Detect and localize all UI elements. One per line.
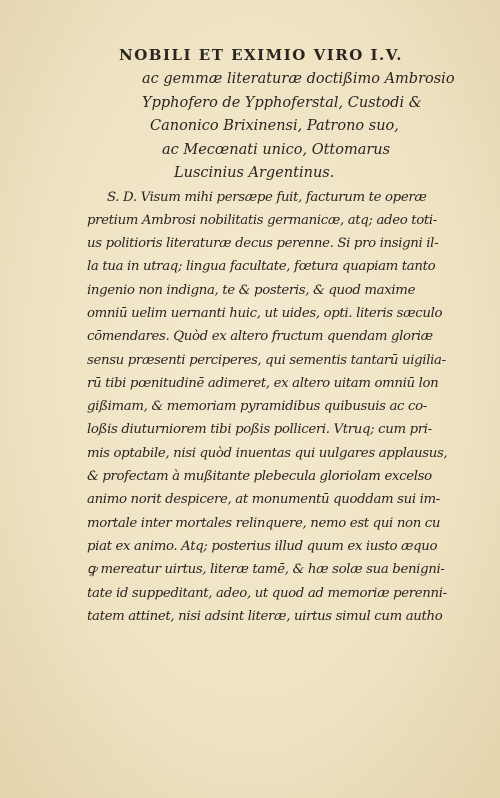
text-block [87,42,482,628]
body-line: piat ex animo. Atq; posterius illud quum ex iusto æquo [87,538,438,554]
body-line: tate id suppeditant, adeo, ut quod ad memoriæ perenni- [87,585,447,601]
body-line: rū tibi pœnitudinē adimeret, ex altero uitam omniū lon [87,375,439,391]
body-line: loßis diuturniorem tibi poßis polliceri. Vtruq; cum pri- [87,422,432,438]
dedication-heading: NOBILI ET EXIMIO VIRO I.V. [119,46,403,64]
dedication-line: ac gemmæ literaturæ doctißimo Ambrosio [142,71,455,87]
body-line: S. D. Visum mihi persæpe fuit, facturum te operæ [107,189,427,205]
body-line: mis optabile, nisi quòd inuentas qui uulgares applausus, [87,445,448,461]
body-line: & profectam à mußitante plebecula gloriolam excelso [87,469,432,485]
body-line: la tua in utraq; lingua facultate, fœtura quapiam tanto [87,259,436,275]
body-line: mortale inter mortales relinquere, nemo est qui non cu [87,515,441,531]
body-line: cōmendares. Quòd ex altero fructum quendam gloriæ [87,329,433,345]
body-line: us politioris literaturæ decus perenne. Si pro insigni il- [87,236,439,252]
body-line: sensu præsenti perciperes, qui sementis tantarū uigilia- [87,352,446,368]
body-line: ingenio non indigna, te & posteris, & quod maxime [87,282,416,298]
body-line: tatem attinet, nisi adsint literæ, uirtus simul cum autho [87,608,443,624]
body-line: ꝙ mereatur uirtus, literæ tamē, & hæ solæ sua benigni- [87,562,445,578]
body-line: pretium Ambrosi nobilitatis germanicæ, atq; adeo toti- [87,212,437,228]
body-line: omniū uelim uernanti huic, ut uides, opti. literis sæculo [87,305,443,321]
dedication-line: Ypphofero de Ypphoferstal, Custodi & [142,94,422,111]
body-line: animo norit despicere, at monumentū quoddam sui im- [87,492,440,508]
dedication-line: Canonico Brixinensi, Patrono suo, [150,118,399,134]
dedication-line: ac Mecœnati unico, Ottomarus [162,141,391,158]
dedication-line: Luscinius Argentinus. [174,165,335,181]
body-line: gißimam, & memoriam pyramidibus quibusuis ac co- [87,399,427,415]
